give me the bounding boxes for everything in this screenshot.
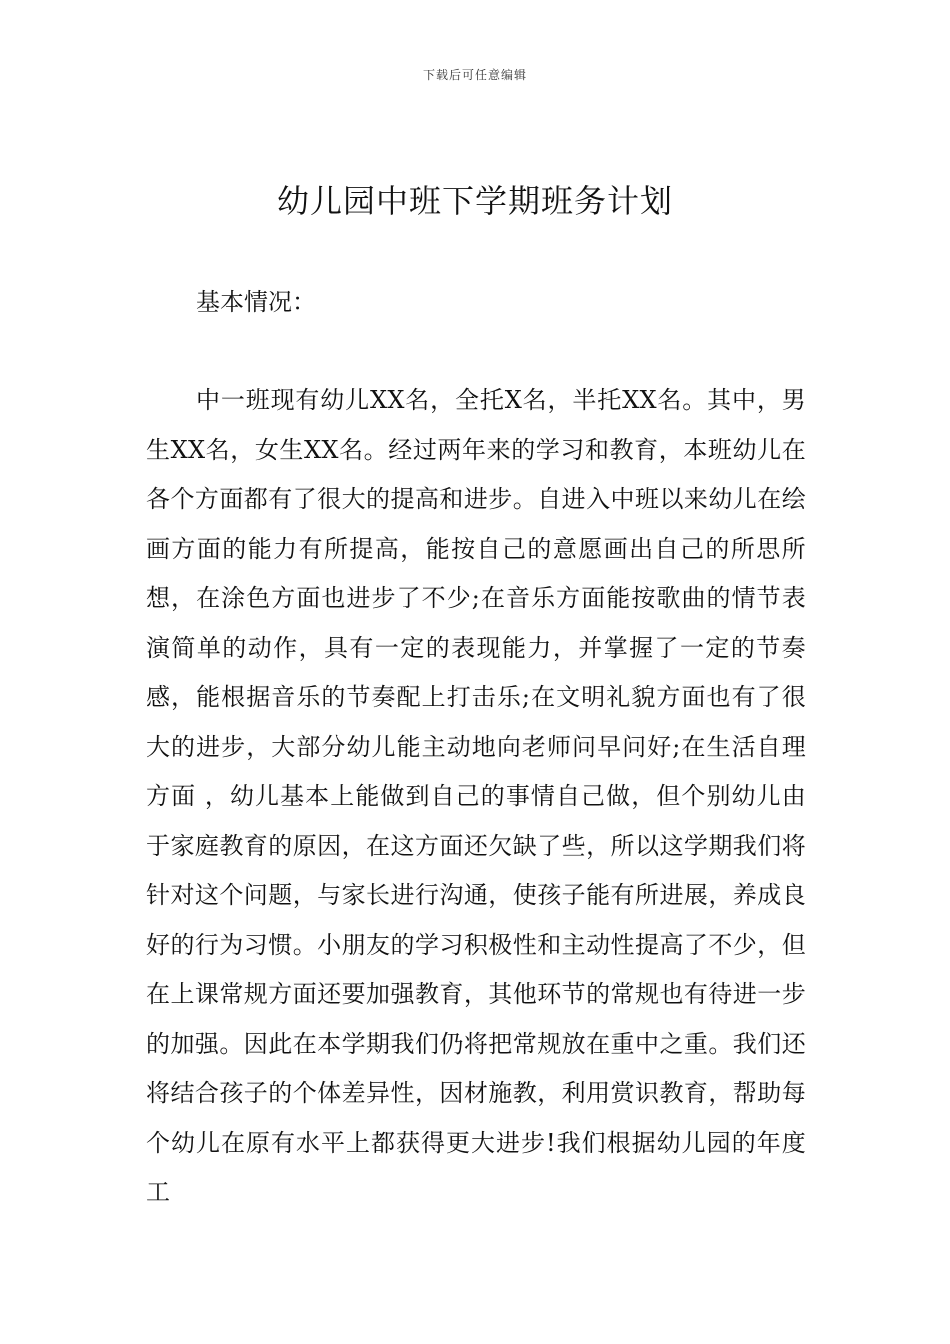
document-title: 幼儿园中班下学期班务计划 — [276, 182, 673, 220]
header-note: 下载后可任意编辑 — [422, 68, 527, 82]
body-paragraph: 中一班现有幼儿XX名，全托X名，半托XX名。其中，男生XX名，女生XX名。经过两年来的学习和教育，本班幼儿在各个方面都有了很大的提高和进步。自进入中班以来幼儿在绘画方面的能力有所提高，能按自己的意愿画出自己的所思所想，在涂色方面也进步了不少;在音乐方面能按歌曲的情节表演简单的动作，具有一定的表现能力，并掌握了一定的节奏感，能根据音乐的节奏配上打击乐;在文明礼貌方面也有了很大的进步，大部分幼儿能主动地向老师问早问好;在生活自理方面 ，幼儿基本上能做到自己的事情自己做，但个别幼儿由于家庭教育的原因，在这方面还欠缺了些，所以这学期我们将针对这个问题，与家长进行沟通，使孩子能有所进展，养成良好的行为习惯。小朋友的学习积极性和主动性提高了不少，但在上课常规方面还要加强教育，其他环节的常规也有待进一步的加强。因此在本学期我们仍将把常规放在重中之重。我们还将结合孩子的个体差异性，因材施教，利用赏识教育，帮助每个幼儿在原有水平上都获得更大进步!我们根据幼儿园的年度工 — [146, 386, 806, 1206]
section-heading: 基本情况： — [196, 288, 316, 316]
